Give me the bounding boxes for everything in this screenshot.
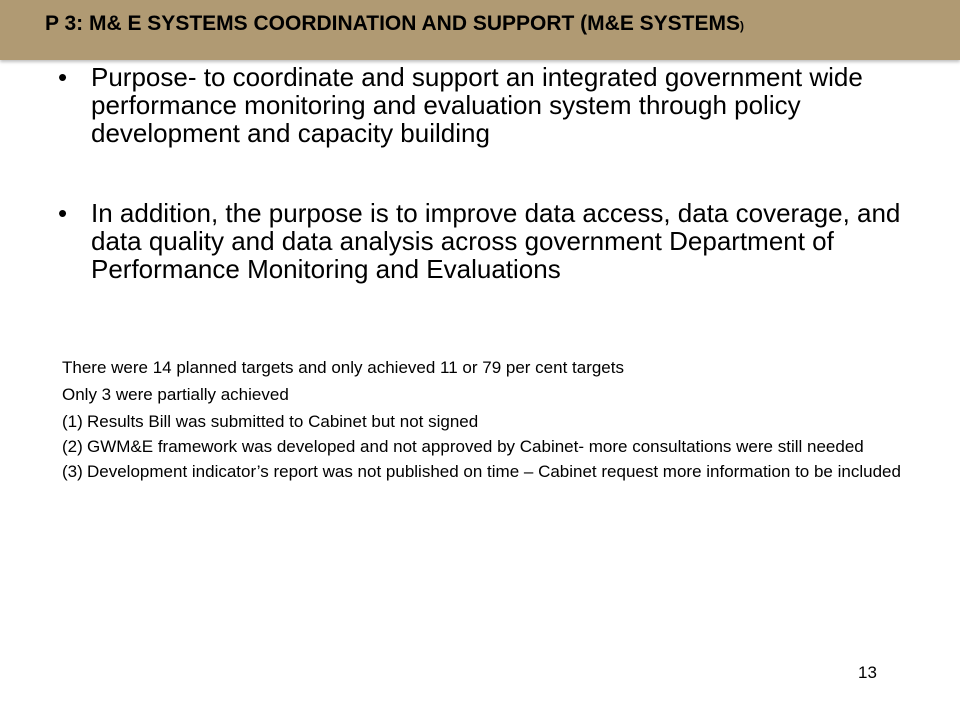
bullet-item-purpose xyxy=(58,63,908,147)
numbered-item-label: (2) xyxy=(62,437,83,456)
numbered-item-text: Development indicator’s report was not published on time – Cabinet request more information to be included xyxy=(87,462,901,481)
note-planned-targets: There were 14 planned targets and only achieved 11 or 79 per cent targets xyxy=(62,358,624,377)
numbered-item-text: GWM&E framework was developed and not approved by Cabinet- more consultations were still needed xyxy=(87,437,864,456)
bullet-marker: • xyxy=(58,62,68,92)
page-number: 13 xyxy=(858,663,877,682)
note-partially-achieved: Only 3 were partially achieved xyxy=(62,385,289,404)
bullet-item-in-addition xyxy=(58,199,908,283)
bullet-list xyxy=(58,63,908,283)
bullet-text: Purpose- to coordinate and support an integrated government wide performance monitoring and evaluation system through policy development and capacity building xyxy=(91,62,863,148)
numbered-item xyxy=(62,412,917,431)
slide-title xyxy=(45,12,744,36)
slide-title-suffix: ) xyxy=(740,19,745,33)
title-bar xyxy=(0,0,960,60)
slide-title-text: P 3: M& E SYSTEMS COORDINATION AND SUPPORT (M&E SYSTEMS xyxy=(45,12,741,35)
numbered-item-label: (1) xyxy=(62,412,83,431)
numbered-item-text: Results Bill was submitted to Cabinet but not signed xyxy=(87,412,479,431)
bullet-marker: • xyxy=(58,198,68,228)
notes-section xyxy=(62,358,917,487)
bullet-text: In addition, the purpose is to improve data access, data coverage, and data quality and data analysis across government Department of Performance Monitoring and Evaluations xyxy=(91,198,901,284)
numbered-item xyxy=(62,437,917,456)
numbered-item xyxy=(62,462,917,481)
numbered-item-label: (3) xyxy=(62,462,83,481)
